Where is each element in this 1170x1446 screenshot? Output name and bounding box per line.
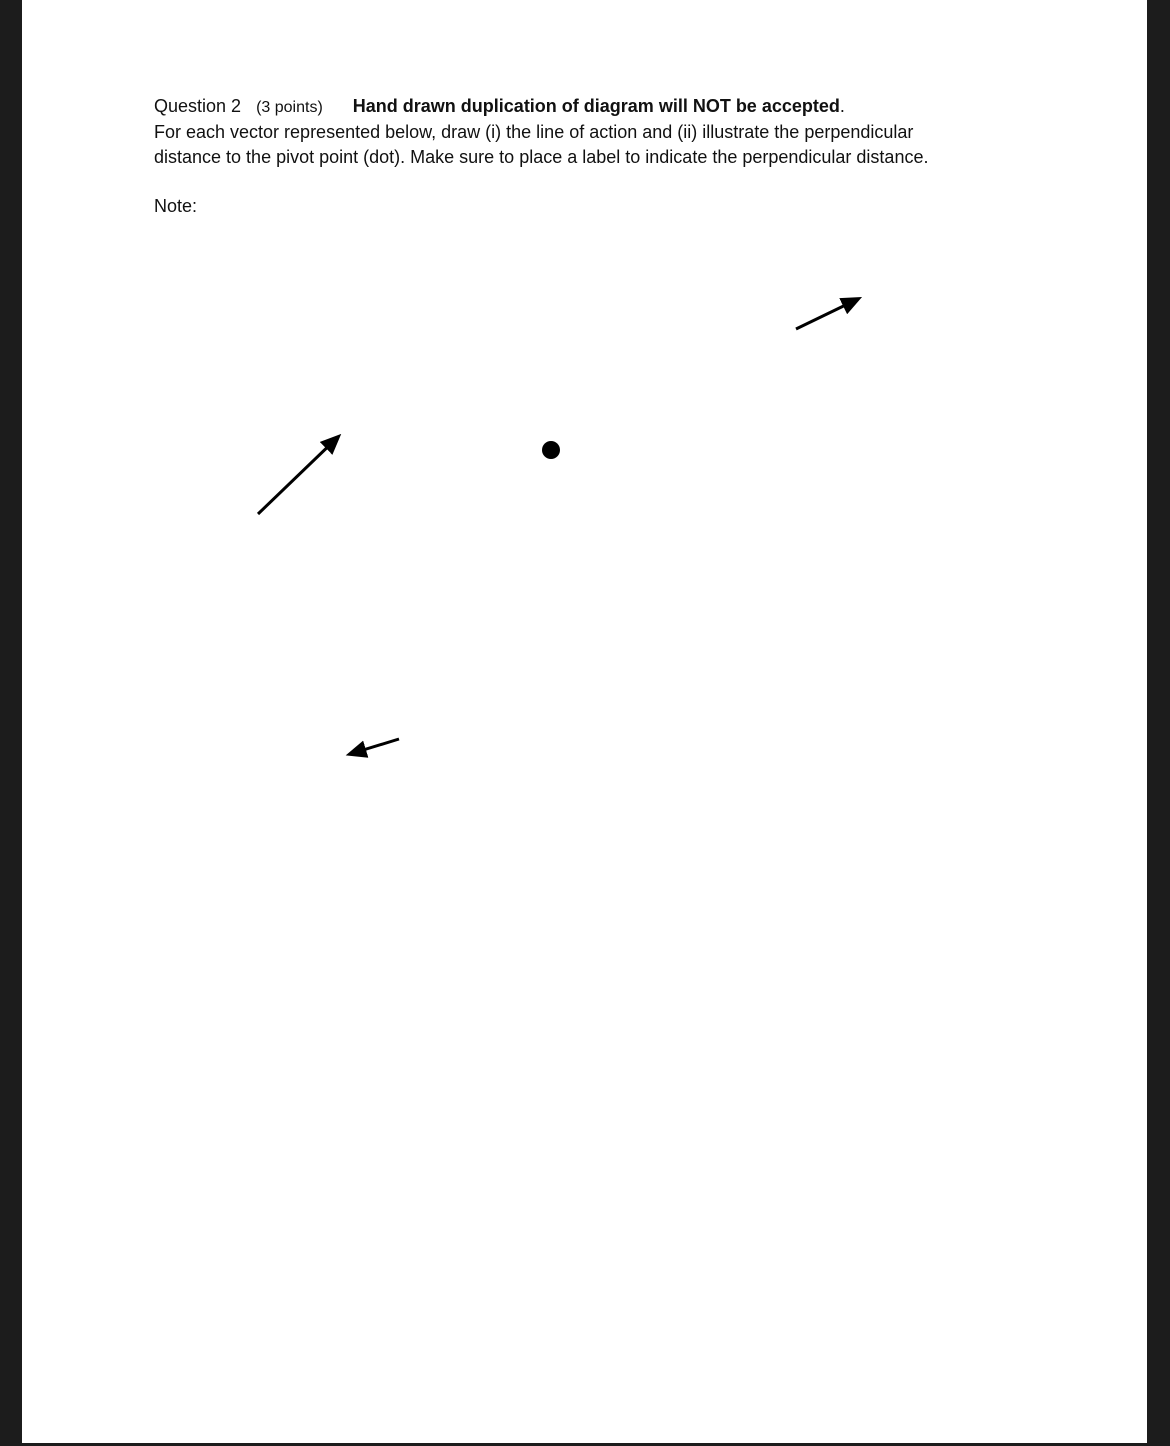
instructions-line-2: distance to the pivot point (dot). Make sure to place a label to indicate the perpendicular distance. — [154, 147, 929, 167]
question-points: (3 points) — [256, 99, 323, 116]
question-warning: Hand drawn duplication of diagram will NOT be accepted — [352, 96, 840, 116]
document-page — [22, 0, 1147, 1443]
question-header — [154, 94, 1054, 120]
question-label: Question 2 — [154, 96, 242, 116]
note-label: Note: — [154, 196, 198, 216]
question-text — [154, 94, 1054, 219]
instructions-line-1: For each vector represented below, draw (i) the line of action and (ii) illustrate the perpendicular — [154, 122, 914, 142]
warning-period: . — [839, 96, 845, 116]
